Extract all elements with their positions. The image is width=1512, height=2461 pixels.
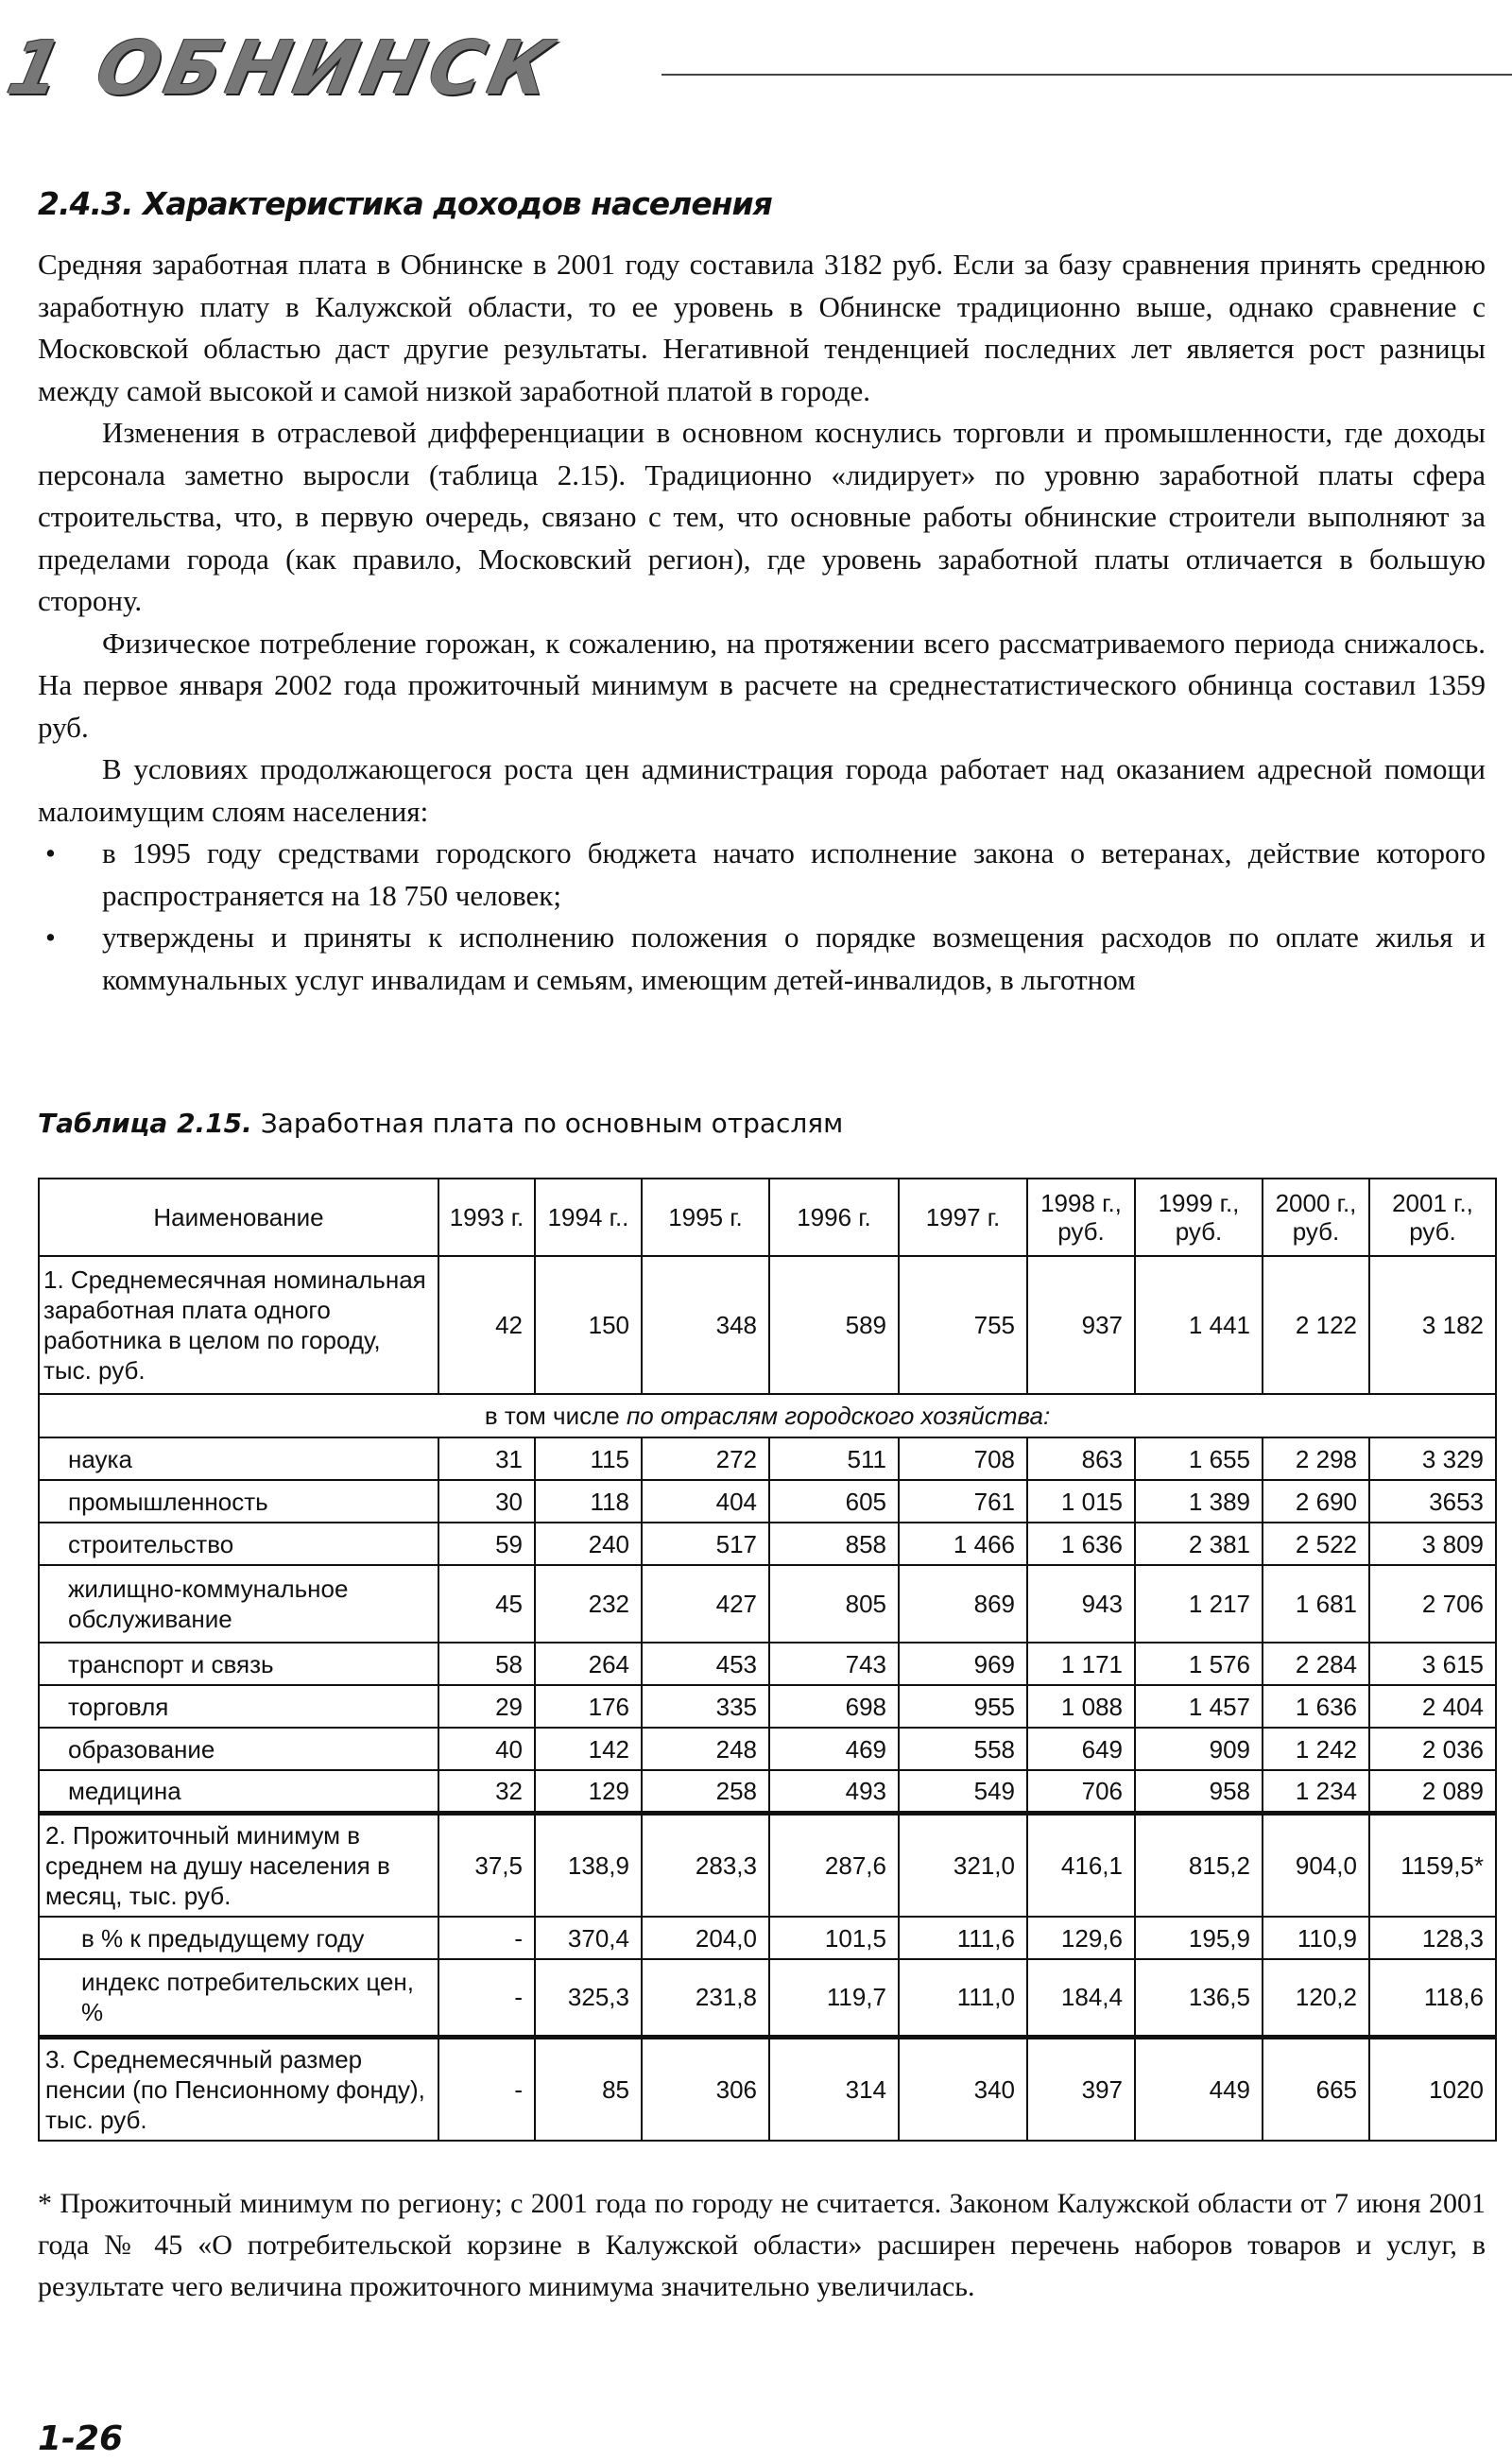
table-cell: 2 690 (1263, 1480, 1369, 1523)
bullet-icon: • (45, 836, 56, 869)
section-heading: 2.4.3. Характеристика доходов населения (38, 185, 772, 222)
table-cell: 2 284 (1263, 1643, 1369, 1685)
column-header: 1998 г., руб. (1027, 1179, 1135, 1256)
table-cell: 40 (438, 1728, 535, 1770)
row-label: жилищно-коммунальное обслуживание (39, 1565, 438, 1643)
row-label: торговля (39, 1685, 438, 1728)
table-cell: 469 (769, 1728, 899, 1770)
table-cell: 1 441 (1135, 1256, 1263, 1394)
table-cell: 1 015 (1027, 1480, 1135, 1523)
table-cell: 3 329 (1369, 1437, 1496, 1480)
table-cell: 129,6 (1027, 1917, 1135, 1959)
table-cell: 958 (1135, 1770, 1263, 1813)
table-cell: 120,2 (1263, 1959, 1369, 2037)
table-cell: 815,2 (1135, 1813, 1263, 1917)
table-cell: 649 (1027, 1728, 1135, 1770)
table-caption-text: Заработная плата по основным отраслям (260, 1108, 844, 1139)
column-header: 1995 г. (642, 1179, 769, 1256)
table-cell: 708 (899, 1437, 1027, 1480)
column-header: Наименование (39, 1179, 438, 1256)
table-cell: 969 (899, 1643, 1027, 1685)
row-label: образование (39, 1728, 438, 1770)
table-cell: 110,9 (1263, 1917, 1369, 1959)
logo-text: 1 ОБНИНСК (0, 26, 565, 112)
table-cell: 58 (438, 1643, 535, 1685)
table-cell: 3 809 (1369, 1523, 1496, 1565)
table-cell: 85 (535, 2037, 642, 2141)
table-row (39, 1813, 1496, 1917)
table-cell: 706 (1027, 1770, 1135, 1813)
table-cell: 1 457 (1135, 1685, 1263, 1728)
table-row (39, 1959, 1496, 2037)
table-caption-label: Таблица 2.15. (38, 1108, 252, 1139)
table-cell: 370,4 (535, 1917, 642, 1959)
table-row (39, 1437, 1496, 1480)
table-cell: 29 (438, 1685, 535, 1728)
paragraph: В условиях продолжающегося роста цен администрация города работает над оказанием адресной помощи малоимущим слоям населения: (38, 752, 1486, 828)
table-row (39, 1643, 1496, 1685)
table-cell: 150 (535, 1256, 642, 1394)
table-cell: 264 (535, 1643, 642, 1685)
table-cell: 1 655 (1135, 1437, 1263, 1480)
table-cell: 1 636 (1027, 1523, 1135, 1565)
table-cell: 517 (642, 1523, 769, 1565)
table-row (39, 1256, 1496, 1394)
table-cell: 404 (642, 1480, 769, 1523)
table-cell: 1 466 (899, 1523, 1027, 1565)
column-header: 2001 г., руб. (1369, 1179, 1496, 1256)
table-cell: 2 122 (1263, 1256, 1369, 1394)
bullet-list (38, 833, 1486, 1001)
table-cell: 2 298 (1263, 1437, 1369, 1480)
table-cell: 184,4 (1027, 1959, 1135, 2037)
table-cell: 1 171 (1027, 1643, 1135, 1685)
table-cell: 761 (899, 1480, 1027, 1523)
table-cell: 115 (535, 1437, 642, 1480)
table-row (39, 1770, 1496, 1813)
column-header: 1997 г. (899, 1179, 1027, 1256)
table-cell: 2 404 (1369, 1685, 1496, 1728)
table-cell: 136,5 (1135, 1959, 1263, 2037)
paragraph: Средняя заработная плата в Обнинске в 2001 году составила 3182 руб. Если за базу сравнения принять среднюю заработную плату в Калужской области, то ее уровень в Обнинске традиционно выше, однако сравнение с Московской областью даст другие результаты. Негативной тенденцией последних лет является рост разницы между самой высокой и самой низкой заработной платой в городе. (38, 248, 1486, 407)
table-cell: 858 (769, 1523, 899, 1565)
column-header: 2000 г., руб. (1263, 1179, 1369, 1256)
table-cell: 240 (535, 1523, 642, 1565)
table-cell: 1020 (1369, 2037, 1496, 2141)
table-cell: 549 (899, 1770, 1027, 1813)
page-number: 1-26 (38, 2419, 124, 2458)
table-cell: 493 (769, 1770, 899, 1813)
table-row (39, 1728, 1496, 1770)
table-cell: 1 681 (1263, 1565, 1369, 1643)
row-label: медицина (39, 1770, 438, 1813)
subheader-italic: по отраслям городского хозяйства: (626, 1402, 1051, 1430)
table-cell: 805 (769, 1565, 899, 1643)
paragraph: Изменения в отраслевой дифференциации в основном коснулись торговли и промышленности, где доходы персонала заметно выросли (таблица 2.15). Традиционно «лидирует» по уровню заработной платы сфера строительства, что, в первую очередь, связано с тем, что основные работы обнинские строители выполняют за пределами города (как правило, Московский регион), где уровень заработной платы отличается в большую сторону. (38, 416, 1486, 617)
table-cell: 138,9 (535, 1813, 642, 1917)
table-cell: - (438, 1959, 535, 2037)
table-cell: 1 088 (1027, 1685, 1135, 1728)
table-cell: 128,3 (1369, 1917, 1496, 1959)
table-cell: 3 182 (1369, 1256, 1496, 1394)
table-cell: 306 (642, 2037, 769, 2141)
table-cell: 231,8 (642, 1959, 769, 2037)
salary-table (38, 1178, 1497, 2142)
table-cell: 348 (642, 1256, 769, 1394)
list-item-text: в 1995 году средствами городского бюджета начато исполнение закона о ветеранах, действие которого распространяется на 18 750 человек; (102, 836, 1486, 912)
subheader-cell (39, 1394, 1496, 1437)
table-caption (38, 1108, 843, 1139)
row-label: индекс потребительских цен, % (39, 1959, 438, 2037)
table-cell: 45 (438, 1565, 535, 1643)
table-cell: 755 (899, 1256, 1027, 1394)
table-cell: 119,7 (769, 1959, 899, 2037)
list-item (38, 917, 1486, 1001)
table-row (39, 1917, 1496, 1959)
table-cell: 743 (769, 1643, 899, 1685)
table-cell: 204,0 (642, 1917, 769, 1959)
table-cell: 2 036 (1369, 1728, 1496, 1770)
header-logo (0, 26, 565, 112)
table-cell: 449 (1135, 2037, 1263, 2141)
table-cell: 511 (769, 1437, 899, 1480)
table-header-row (39, 1179, 1496, 1256)
table-cell: 111,0 (899, 1959, 1027, 2037)
table-cell: 698 (769, 1685, 899, 1728)
list-item-text: утверждены и приняты к исполнению положения о порядке возмещения расходов по оплате жилья и коммунальных услуг инвалидам и семьям, имеющим детей-инвалидов, в льготном (102, 921, 1486, 996)
table-cell: 1 242 (1263, 1728, 1369, 1770)
table-cell: 118,6 (1369, 1959, 1496, 2037)
table-cell: 118 (535, 1480, 642, 1523)
bullet-icon: • (45, 921, 56, 954)
table-cell: 1 234 (1263, 1770, 1369, 1813)
table-cell: 129 (535, 1770, 642, 1813)
table-cell: 232 (535, 1565, 642, 1643)
table-cell: 2 089 (1369, 1770, 1496, 1813)
table-cell: 59 (438, 1523, 535, 1565)
table-cell: 283,3 (642, 1813, 769, 1917)
table-cell: - (438, 2037, 535, 2141)
table-cell: 176 (535, 1685, 642, 1728)
row-label: 2. Прожиточный минимум в среднем на душу населения в месяц, тыс. руб. (39, 1813, 438, 1917)
table-cell: 558 (899, 1728, 1027, 1770)
table-cell: 248 (642, 1728, 769, 1770)
table-cell: 30 (438, 1480, 535, 1523)
row-label: промышленность (39, 1480, 438, 1523)
column-header: 1993 г. (438, 1179, 535, 1256)
body-text (38, 244, 1486, 1001)
table-cell: 340 (899, 2037, 1027, 2141)
table-cell: 416,1 (1027, 1813, 1135, 1917)
list-item (38, 833, 1486, 917)
table-cell: 955 (899, 1685, 1027, 1728)
table-cell: 37,5 (438, 1813, 535, 1917)
row-label: 3. Среднемесячный размер пенсии (по Пенсионному фонду), тыс. руб. (39, 2037, 438, 2141)
table-row (39, 2037, 1496, 2141)
table-cell: 397 (1027, 2037, 1135, 2141)
table-cell: 32 (438, 1770, 535, 1813)
table-cell: 605 (769, 1480, 899, 1523)
table-cell: 863 (1027, 1437, 1135, 1480)
column-header: 1994 г.. (535, 1179, 642, 1256)
row-label: строительство (39, 1523, 438, 1565)
table-cell: 31 (438, 1437, 535, 1480)
table-cell: 1 636 (1263, 1685, 1369, 1728)
row-label: транспорт и связь (39, 1643, 438, 1685)
table-cell: 1 217 (1135, 1565, 1263, 1643)
table-cell: 258 (642, 1770, 769, 1813)
table-cell: 937 (1027, 1256, 1135, 1394)
table-row (39, 1480, 1496, 1523)
table-cell: 1159,5* (1369, 1813, 1496, 1917)
subheader-row (39, 1394, 1496, 1437)
column-header: 1999 г., руб. (1135, 1179, 1263, 1256)
table-cell: 101,5 (769, 1917, 899, 1959)
table-cell: 1 389 (1135, 1480, 1263, 1523)
table-cell: 665 (1263, 2037, 1369, 2141)
table-cell: 314 (769, 2037, 899, 2141)
table-row (39, 1523, 1496, 1565)
subheader-plain: в том числе (484, 1402, 627, 1430)
table-cell: 321,0 (899, 1813, 1027, 1917)
paragraph: Физическое потребление горожан, к сожалению, на протяжении всего рассматриваемого периода снижалось. На первое января 2002 года прожиточный минимум в расчете на среднестатистического обнинца составил 1359 руб. (38, 626, 1486, 744)
table-cell: 3 615 (1369, 1643, 1496, 1685)
table-cell: 335 (642, 1685, 769, 1728)
table-cell: 869 (899, 1565, 1027, 1643)
table-cell: 111,6 (899, 1917, 1027, 1959)
table-row (39, 1685, 1496, 1728)
row-label: наука (39, 1437, 438, 1480)
table-cell: 2 522 (1263, 1523, 1369, 1565)
table-cell: 943 (1027, 1565, 1135, 1643)
header-rule (662, 74, 1512, 76)
table-cell: 2 706 (1369, 1565, 1496, 1643)
table-cell: - (438, 1917, 535, 1959)
row-label: 1. Среднемесячная номинальная заработная плата одного работника в целом по городу, тыс. руб. (39, 1256, 438, 1394)
table-cell: 195,9 (1135, 1917, 1263, 1959)
table-cell: 909 (1135, 1728, 1263, 1770)
table-cell: 2 381 (1135, 1523, 1263, 1565)
table-row (39, 1565, 1496, 1643)
table-cell: 42 (438, 1256, 535, 1394)
footnote: * Прожиточный минимум по региону; с 2001 года по городу не считается. Законом Калужской области от 7 июня 2001 года № 45 «О потребительской корзине в Калужской области» расширен перечень наборов товаров и услуг, в результате чего величина прожиточного минимума значительно увеличилась. (38, 2188, 1486, 2302)
table-cell: 453 (642, 1643, 769, 1685)
table-cell: 904,0 (1263, 1813, 1369, 1917)
column-header: 1996 г. (769, 1179, 899, 1256)
table-cell: 3653 (1369, 1480, 1496, 1523)
table-cell: 287,6 (769, 1813, 899, 1917)
table-cell: 272 (642, 1437, 769, 1480)
table-cell: 1 576 (1135, 1643, 1263, 1685)
table-cell: 325,3 (535, 1959, 642, 2037)
table-cell: 142 (535, 1728, 642, 1770)
row-label: в % к предыдущему году (39, 1917, 438, 1959)
table-cell: 427 (642, 1565, 769, 1643)
table-cell: 589 (769, 1256, 899, 1394)
